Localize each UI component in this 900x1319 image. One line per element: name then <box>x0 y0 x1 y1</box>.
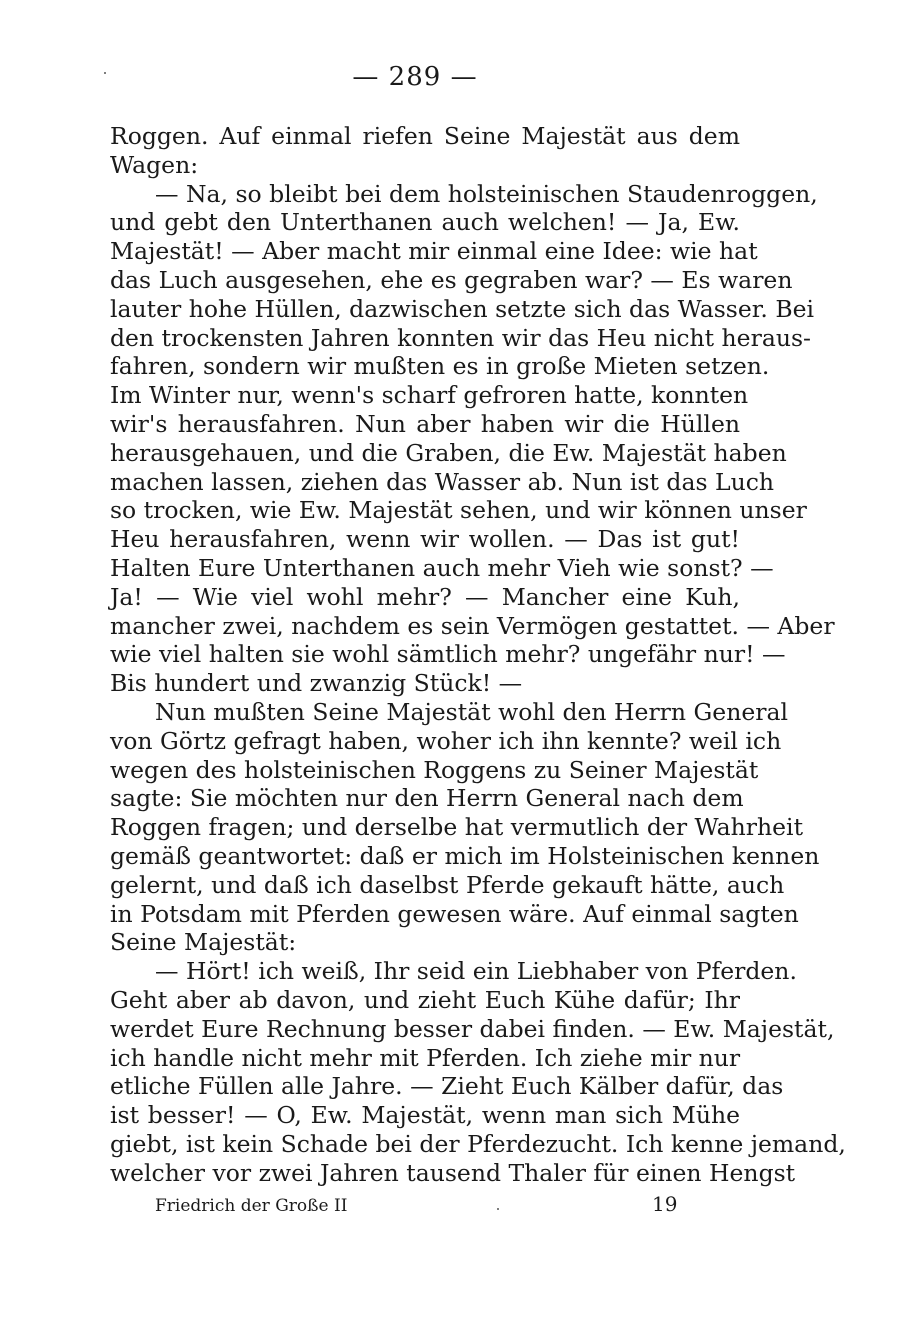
text-line: machen lassen, ziehen das Wasser ab. Nun ist das Luch <box>110 467 775 496</box>
body-text <box>110 122 846 1187</box>
text-line: ist besser! — O, Ew. Majestät, wenn man sich Mühe <box>110 1101 740 1130</box>
text-line: das Luch ausgesehen, ehe es gegraben war? — Es waren <box>110 265 793 294</box>
text-line: Roggen. Auf einmal riefen Seine Majestät aus dem <box>110 122 740 150</box>
text-line: Im Winter nur, wenn's scharf gefroren hatte, konnten <box>110 381 749 410</box>
page-number: — 289 — <box>352 62 478 92</box>
text-line: — Hört! ich weiß, Ihr seid ein Liebhaber von Pferden. <box>155 957 797 986</box>
text-line: Halten Eure Unterthanen auch mehr Vieh wie sonst? — <box>110 553 774 582</box>
text-line: sagte: Sie möchten nur den Herrn General nach dem <box>110 784 744 813</box>
text-line: Ja! — Wie viel wohl mehr? — Mancher eine Kuh, <box>110 582 740 611</box>
text-line: Bis hundert und zwanzig Stück! — <box>110 669 523 698</box>
text-line: wegen des holsteinischen Roggens zu Seiner Majestät <box>110 755 759 784</box>
text-line: giebt, ist kein Schade bei der Pferdezucht. Ich kenne jemand, <box>110 1129 846 1158</box>
text-line: welcher vor zwei Jahren tausend Thaler für einen Hengst <box>110 1158 796 1187</box>
text-line: ich handle nicht mehr mit Pferden. Ich ziehe mir nur <box>110 1043 741 1072</box>
text-line: Heu herausfahren, wenn wir wollen. — Das ist gut! <box>110 525 740 554</box>
paper-speck <box>104 72 106 74</box>
text-line: fahren, sondern wir mußten es in große Mieten setzen. <box>110 352 770 381</box>
text-line: so trocken, wie Ew. Majestät sehen, und wir können unser <box>110 496 807 525</box>
text-line: werdet Eure Rechnung besser dabei finden. — Ew. Majestät, <box>110 1014 835 1043</box>
text-line: mancher zwei, nachdem es sein Vermögen gestattet. — Aber <box>110 611 835 640</box>
text-line: wir's herausfahren. Nun aber haben wir die Hüllen <box>110 409 740 438</box>
text-line: gemäß geantwortet: daß er mich im Holsteinischen kennen <box>110 841 820 870</box>
text-line: von Görtz gefragt haben, woher ich ihn kennte? weil ich <box>110 726 782 755</box>
text-line: Nun mußten Seine Majestät wohl den Herrn General <box>155 697 788 726</box>
text-line: Wagen: <box>110 150 199 179</box>
text-line: den trockensten Jahren konnten wir das Heu nicht heraus- <box>110 323 811 352</box>
printer-signature: Friedrich der Große II <box>155 1196 348 1216</box>
text-line: lauter hohe Hüllen, dazwischen setzte sich das Wasser. Bei <box>110 294 815 323</box>
text-line: gelernt, und daß ich daselbst Pferde gekauft hätte, auch <box>110 870 785 899</box>
text-line: Seine Majestät: <box>110 928 297 957</box>
paper-speck <box>497 1208 499 1210</box>
text-line: etliche Füllen alle Jahre. — Zieht Euch Kälber dafür, das <box>110 1072 784 1101</box>
text-line: und gebt den Unterthanen auch welchen! — Ja, Ew. <box>110 208 740 237</box>
text-line: wie viel halten sie wohl sämtlich mehr? ungefähr nur! — <box>110 640 786 669</box>
text-line: in Potsdam mit Pferden gewesen wäre. Auf einmal sagten <box>110 899 799 928</box>
text-line: Roggen fragen; und derselbe hat vermutlich der Wahrheit <box>110 813 804 842</box>
text-line: — Na, so bleibt bei dem holsteinischen Staudenroggen, <box>155 179 818 208</box>
text-line: Geht aber ab davon, und zieht Euch Kühe dafür; Ihr <box>110 985 740 1014</box>
sheet-number: 19 <box>652 1192 678 1216</box>
text-line: Majestät! — Aber macht mir einmal eine Idee: wie hat <box>110 237 758 266</box>
text-line: herausgehauen, und die Graben, die Ew. Majestät haben <box>110 438 787 467</box>
